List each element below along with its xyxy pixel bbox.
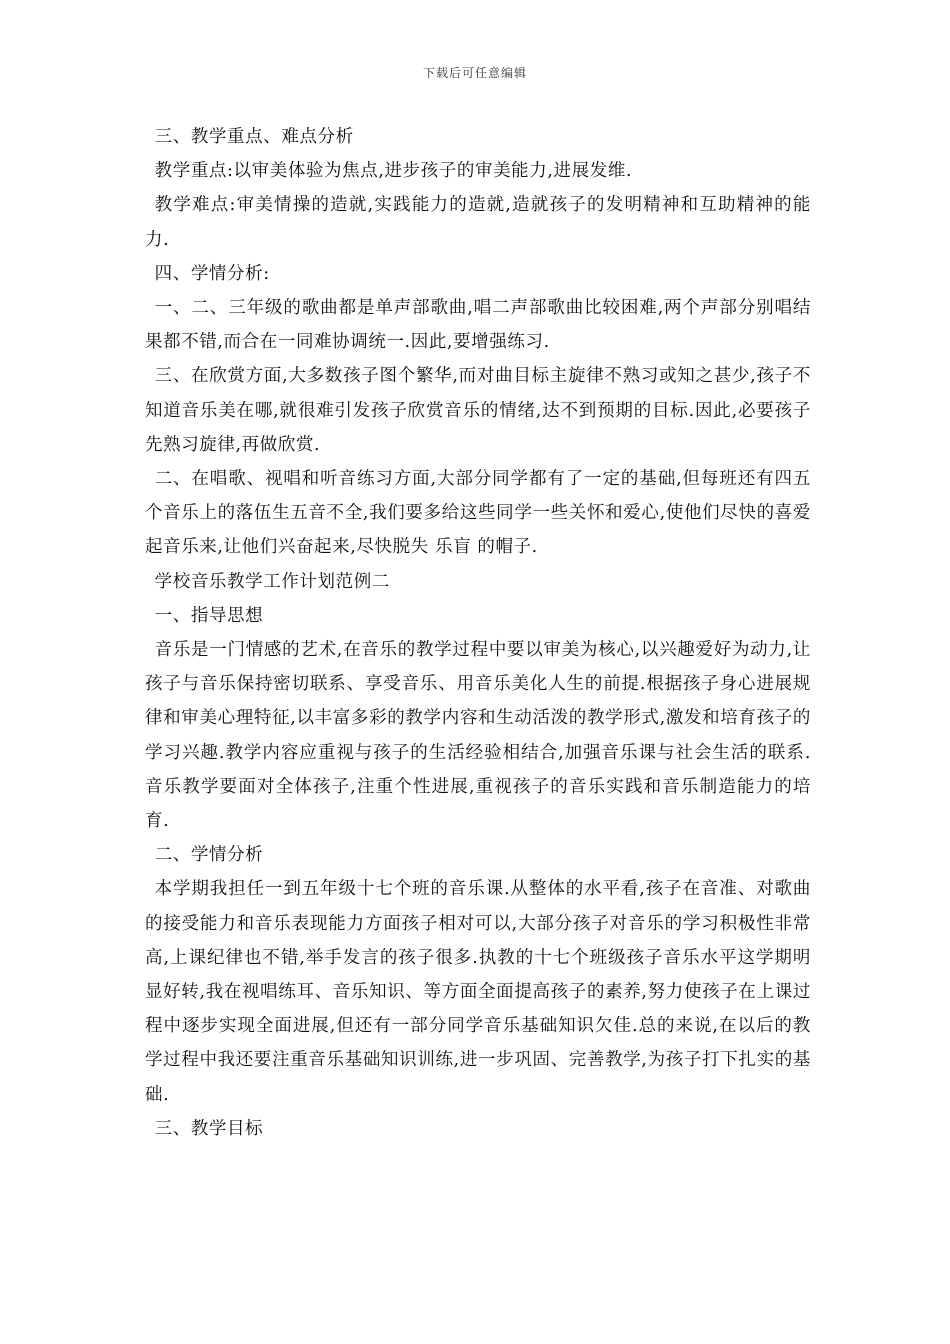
paragraph-sight-singing: 二、在唱歌、视唱和听音练习方面,大部分同学都有了一定的基础,但每班还有四五个音乐上的落伍生五音不全,我们要多给这些同学一些关怀和爱心,使他们尽快的喜爱起音乐来,让他们兴奋起来,尽快脱失 乐盲 的帽子. — [145, 469, 811, 558]
section-heading-key-points: 三、教学重点、难点分析 — [154, 127, 354, 147]
paragraph-guiding-ideology: 音乐是一门情感的艺术,在音乐的教学过程中要以审美为核心,以兴趣爱好为动力,让孩子与音乐保持密切联系、享受音乐、用音乐美化人生的前提.根据孩子身心进展规律和审美心理特征,以丰富多彩的教学内容和生动活泼的教学形式,激发和培育孩子的学习兴趣.教学内容应重视与孩子的生活经验相结合,加强音乐课与社会生活的联系.音乐教学要面对全体孩子,注重个性进展,重视孩子的音乐实践和音乐制造能力的培育. — [145, 640, 811, 832]
section-heading-guiding-ideology: 一、指导思想 — [154, 605, 264, 626]
section-title-example-two: 学校音乐教学工作计划范例二 — [154, 571, 390, 592]
paragraph-singing-parts: 一、二、三年级的歌曲都是单声部歌曲,唱二声部歌曲比较困难,两个声部分别唱结果都不错,而合在一同难协调统一.因此,要增强练习. — [145, 298, 811, 353]
paragraph-teaching-focus: 教学重点:以审美体验为焦点,进步孩子的审美能力,进展发维. — [154, 161, 633, 182]
section-heading-student-situation: 二、学情分析 — [154, 845, 264, 866]
section-heading-student-analysis: 四、学情分析: — [154, 263, 270, 284]
paragraph-student-situation: 本学期我担任一到五年级十七个班的音乐课.从整体的水平看,孩子在音准、对歌曲的接受能力和音乐表现能力方面孩子相对可以,大部分孩子对音乐的学习积极性非常高,上课纪律也不错,举手发言的孩子很多.执教的十七个班级孩子音乐水平这学期明显好转,我在视唱练耳、音乐知识、等方面全面提高孩子的素养,努力使孩子在上课过程中逐步实现全面进展,但还有一部分同学音乐基础知识欠佳.总的来说,在以后的教学过程中我还要注重音乐基础知识训练,进一步巩固、完善教学,为孩子打下扎实的基础. — [145, 879, 811, 1105]
page-header: 下载后可任意编辑 — [422, 66, 527, 80]
document-body — [145, 120, 811, 1146]
section-heading-teaching-goals: 三、教学目标 — [154, 1118, 264, 1139]
paragraph-teaching-difficulty: 教学难点:审美情操的造就,实践能力的造就,造就孩子的发明精神和互助精神的能力. — [145, 195, 811, 250]
paragraph-appreciation: 三、在欣赏方面,大多数孩子图个繁华,而对曲目标主旋律不熟习或知之甚少,孩子不知道音乐美在哪,就很难引发孩子欣赏音乐的情绪,达不到预期的目标.因此,必要孩子先熟习旋律,再做欣赏. — [145, 366, 811, 455]
